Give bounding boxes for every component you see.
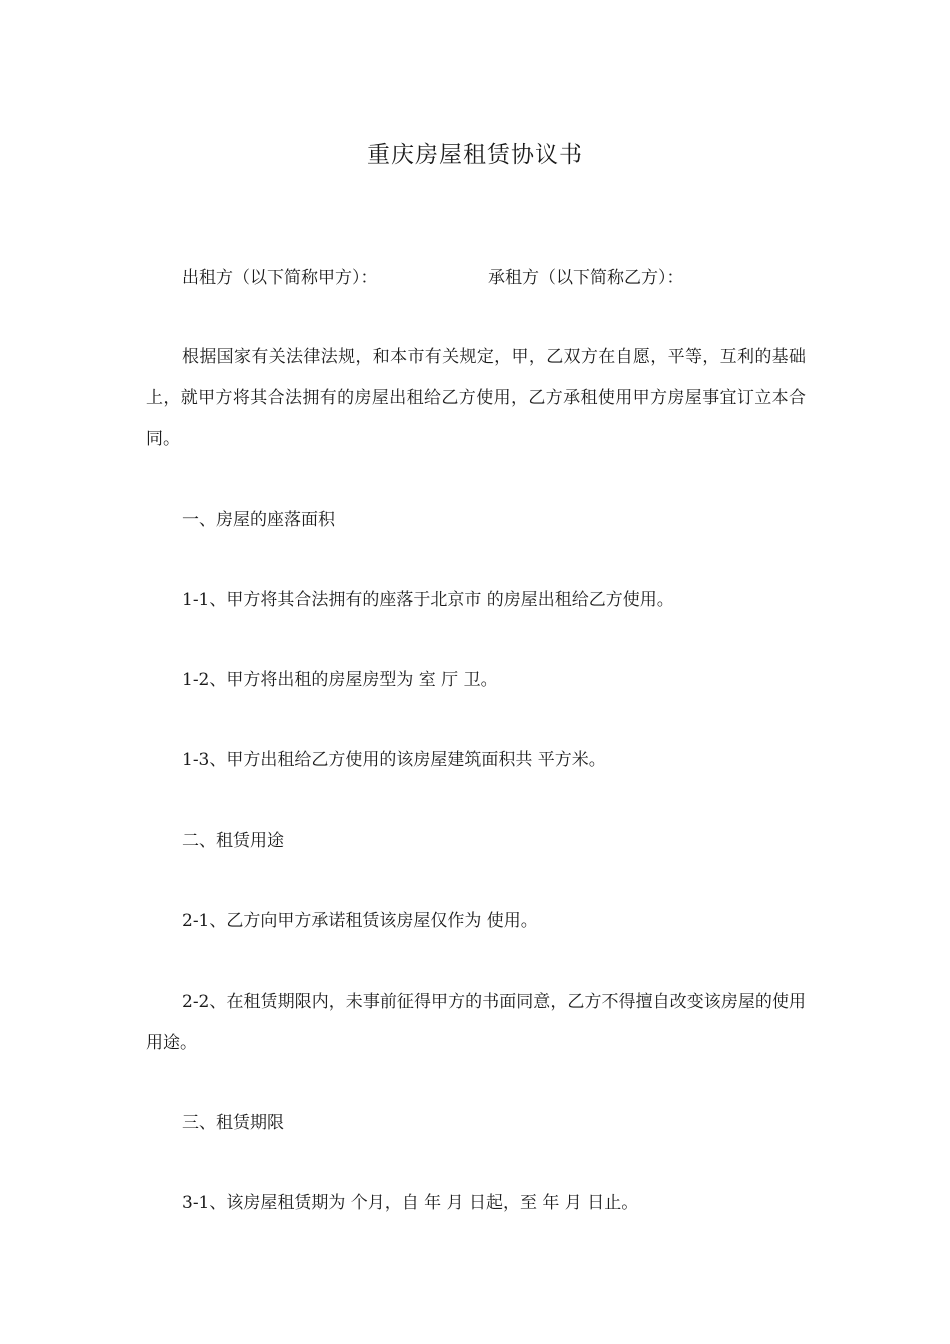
document-title: 重庆房屋租赁协议书: [367, 142, 583, 168]
section-heading-2: 二、租赁用途: [182, 831, 284, 851]
section-heading-3: 三、租赁期限: [182, 1113, 284, 1133]
clause-1-2: 1-2、甲方将出租的房屋房型为 室 厅 卫。: [182, 670, 498, 690]
clause-2-1: 2-1、乙方向甲方承诺租赁该房屋仅作为 使用。: [182, 911, 538, 931]
clause-1-1: 1-1、甲方将其合法拥有的座落于北京市 的房屋出租给乙方使用。: [182, 590, 674, 610]
lessee-label: 承租方（以下简称乙方）：: [488, 268, 684, 288]
clause-2-2: 2-2、在租赁期限内，未事前征得甲方的书面同意，乙方不得擅自改变该房屋的使用用途。: [146, 992, 806, 1053]
clause-3-1: 3-1、该房屋租赁期为 个月，自 年 月 日起，至 年 月 日止。: [182, 1193, 639, 1213]
clause-1-3: 1-3、甲方出租给乙方使用的该房屋建筑面积共 平方米。: [182, 750, 606, 770]
intro-paragraph: 根据国家有关法律法规，和本市有关规定，甲，乙双方在自愿，平等，互利的基础上，就甲方将其合法拥有的房屋出租给乙方使用，乙方承租使用甲方房屋事宜订立本合同。: [146, 347, 806, 449]
section-heading-1: 一、房屋的座落面积: [182, 510, 335, 530]
lessor-label: 出租方（以下简称甲方）：: [182, 268, 378, 288]
